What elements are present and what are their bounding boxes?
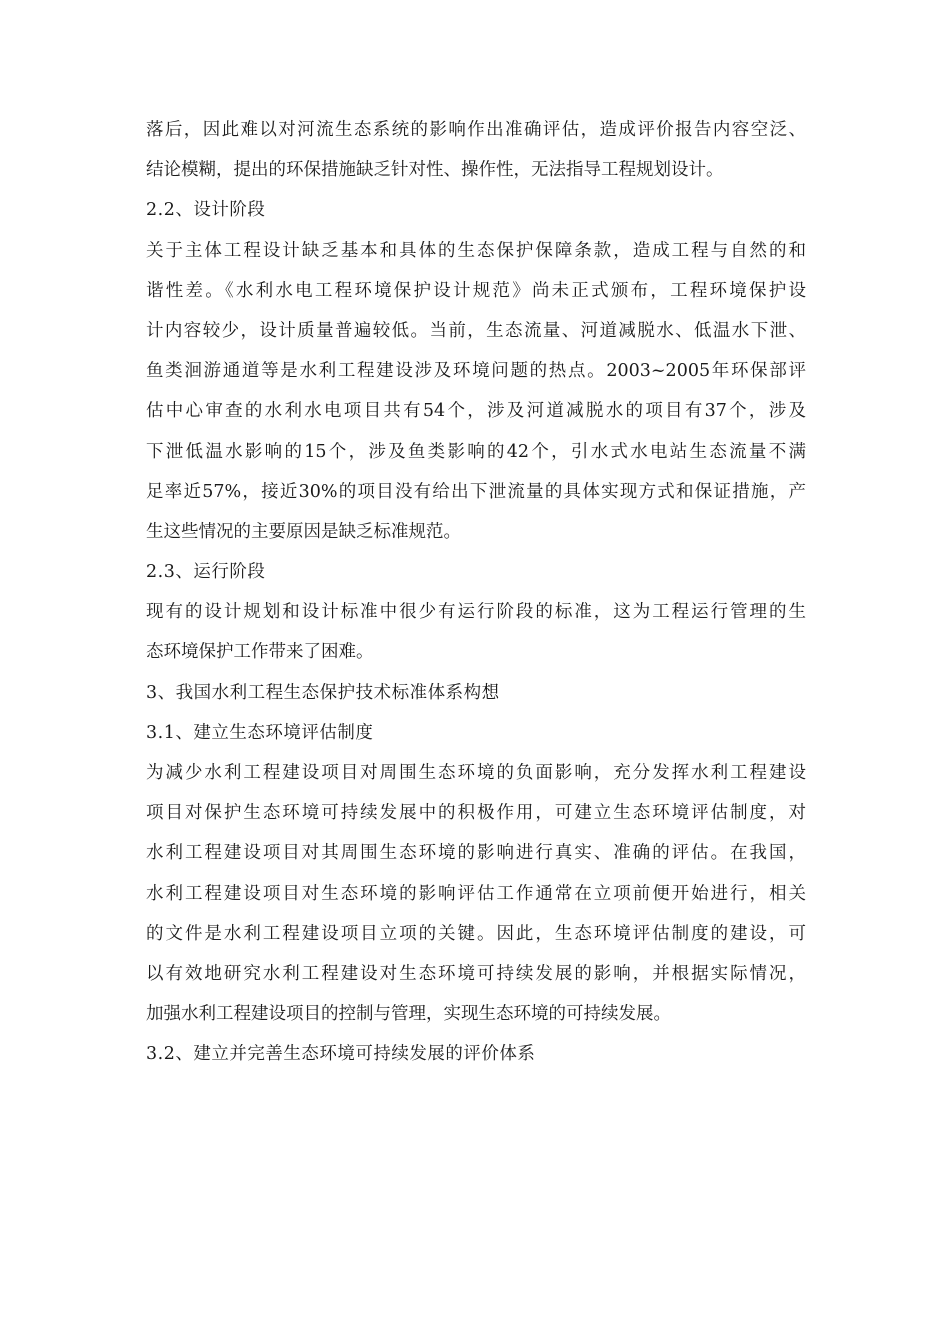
paragraph-line: 计内容较少，设计质量普遍较低。当前，生态流量、河道减脱水、低温水下泄、	[146, 320, 806, 341]
document-body	[146, 110, 806, 1075]
paragraph-line: 谐性差。《水利水电工程环境保护设计规范》尚未正式颁布，工程环境保护设	[146, 280, 806, 301]
paragraph-line: 现有的设计规划和设计标准中很少有运行阶段的标准，这为工程运行管理的生	[146, 602, 806, 623]
paragraph-line: 足率近57%，接近30%的项目没有给出下泄流量的具体实现方式和保证措施，产	[146, 481, 806, 502]
section-heading-2-3: 2.3、运行阶段	[146, 562, 266, 583]
section-heading-2-2: 2.2、设计阶段	[146, 200, 266, 221]
section-heading-3-1: 3.1、建立生态环境评估制度	[146, 722, 374, 743]
paragraph-line: 以有效地研究水利工程建设对生态环境可持续发展的影响，并根据实际情况，	[146, 963, 806, 984]
paragraph-line: 下泄低温水影响的15个，涉及鱼类影响的42个，引水式水电站生态流量不满	[146, 441, 806, 462]
paragraph-line: 落后，因此难以对河流生态系统的影响作出准确评估，造成评价报告内容空泛、	[146, 120, 806, 140]
paragraph-line: 加强水利工程建设项目的控制与管理，实现生态环境的可持续发展。	[146, 1004, 671, 1025]
paragraph-line: 为减少水利工程建设项目对周围生态环境的负面影响，充分发挥水利工程建设	[146, 763, 806, 783]
paragraph-line: 水利工程建设项目对其周围生态环境的影响进行真实、准确的评估。在我国，	[146, 843, 806, 864]
paragraph-line: 结论模糊，提出的环保措施缺乏针对性、操作性，无法指导工程规划设计。	[146, 160, 724, 181]
paragraph-line: 估中心审查的水利水电项目共有54个，涉及河道减脱水的项目有37个，涉及	[146, 401, 806, 422]
paragraph-line: 鱼类洄游通道等是水利工程建设涉及环境问题的热点。2003~2005年环保部评	[146, 361, 806, 382]
paragraph-line: 生这些情况的主要原因是缺乏标准规范。	[146, 521, 461, 542]
section-heading-3: 3、我国水利工程生态保护技术标准体系构想	[146, 682, 500, 703]
paragraph-line: 的文件是水利工程建设项目立项的关键。因此，生态环境评估制度的建设，可	[146, 923, 806, 944]
section-heading-3-2: 3.2、建立并完善生态环境可持续发展的评价体系	[146, 1044, 536, 1065]
paragraph-line: 项目对保护生态环境可持续发展中的积极作用，可建立生态环境评估制度，对	[146, 803, 806, 824]
paragraph-line: 关于主体工程设计缺乏基本和具体的生态保护保障条款，造成工程与自然的和	[146, 240, 806, 261]
paragraph-line: 态环境保护工作带来了困难。	[146, 642, 374, 663]
paragraph-line: 水利工程建设项目对生态环境的影响评估工作通常在立项前便开始进行，相关	[146, 883, 806, 904]
